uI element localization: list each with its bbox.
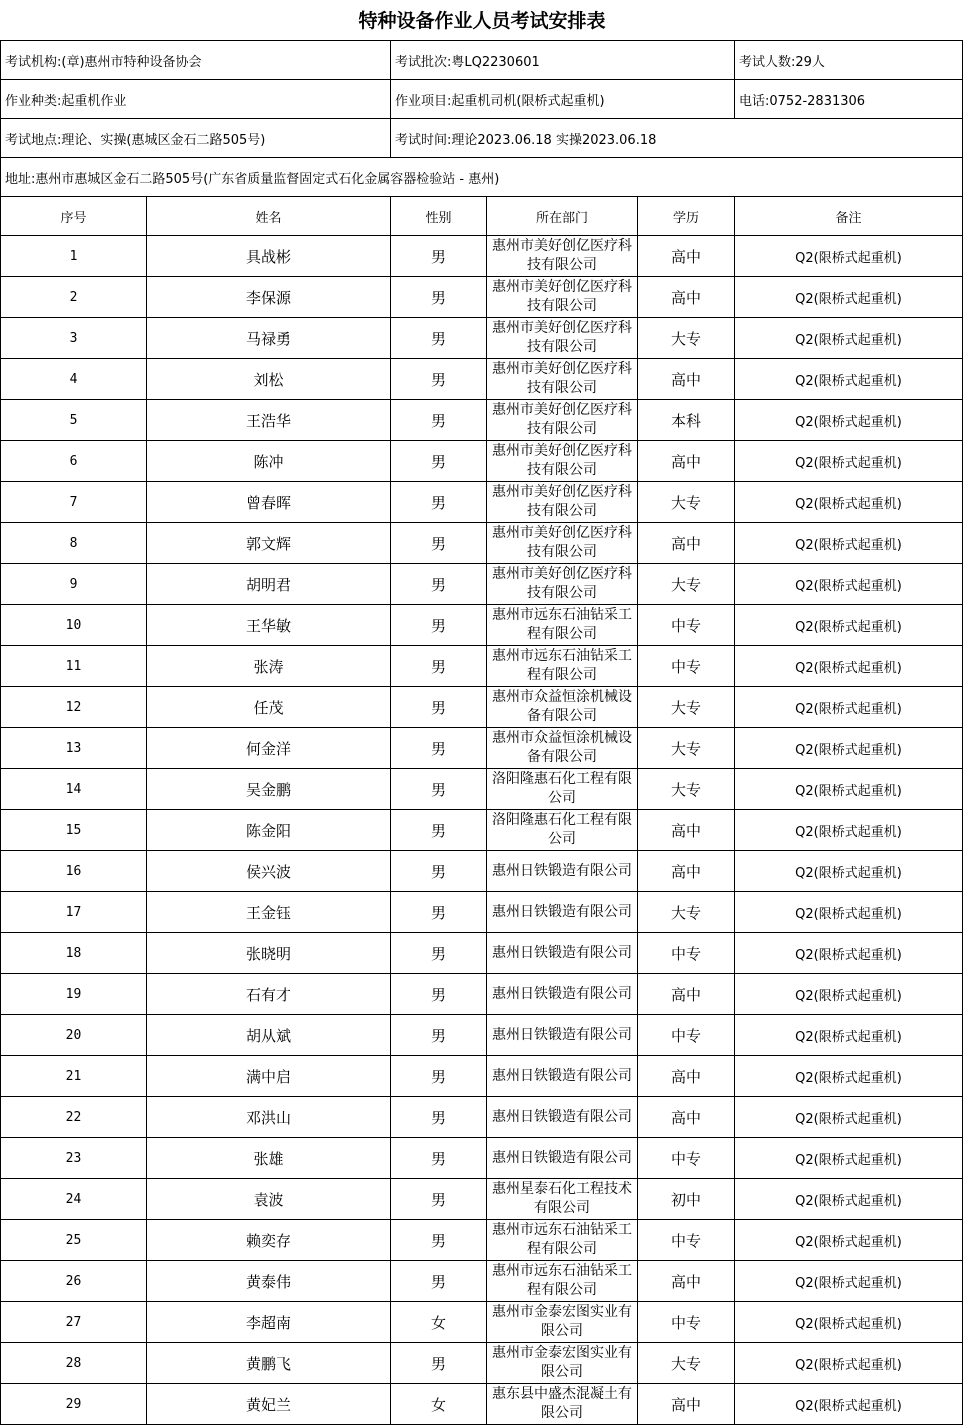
- cell-no: 14: [1, 769, 147, 810]
- cell-name: 李保源: [147, 277, 391, 318]
- cell-no: 10: [1, 605, 147, 646]
- table-row: [1, 1015, 963, 1056]
- cell-dept: 惠州市远东石油钻采工程有限公司: [487, 605, 638, 646]
- cell-dept: 惠州市美好创亿医疗科技有限公司: [487, 482, 638, 523]
- cell-name: 胡明君: [147, 564, 391, 605]
- cell-gender: 男: [391, 1056, 487, 1097]
- cell-dept: 惠州市美好创亿医疗科技有限公司: [487, 236, 638, 277]
- cell-name: 郭文辉: [147, 523, 391, 564]
- cell-no: 26: [1, 1261, 147, 1302]
- cell-edu: 高中: [638, 1097, 735, 1138]
- exam-institution: 考试机构:(章)惠州市特种设备协会: [1, 41, 391, 80]
- info-row-3: [1, 119, 963, 158]
- cell-dept: 惠州市美好创亿医疗科技有限公司: [487, 318, 638, 359]
- cell-gender: 女: [391, 1384, 487, 1425]
- cell-gender: 男: [391, 277, 487, 318]
- header-dept: 所在部门: [487, 197, 638, 236]
- cell-note: Q2(限桥式起重机): [735, 728, 963, 769]
- cell-dept: 惠州市众益恒涂机械设备有限公司: [487, 728, 638, 769]
- cell-dept: 惠州日铁锻造有限公司: [487, 1056, 638, 1097]
- table-row: [1, 318, 963, 359]
- cell-name: 邓洪山: [147, 1097, 391, 1138]
- cell-no: 9: [1, 564, 147, 605]
- header-note: 备注: [735, 197, 963, 236]
- cell-no: 16: [1, 851, 147, 892]
- cell-edu: 高中: [638, 1261, 735, 1302]
- cell-dept: 洛阳隆惠石化工程有限公司: [487, 769, 638, 810]
- cell-no: 1: [1, 236, 147, 277]
- cell-gender: 男: [391, 851, 487, 892]
- cell-gender: 男: [391, 1179, 487, 1220]
- cell-name: 陈冲: [147, 441, 391, 482]
- cell-gender: 男: [391, 933, 487, 974]
- table-row: [1, 359, 963, 400]
- cell-note: Q2(限桥式起重机): [735, 687, 963, 728]
- cell-note: Q2(限桥式起重机): [735, 769, 963, 810]
- cell-note: Q2(限桥式起重机): [735, 1384, 963, 1425]
- cell-gender: 男: [391, 1343, 487, 1384]
- cell-edu: 高中: [638, 851, 735, 892]
- cell-dept: 惠州日铁锻造有限公司: [487, 1138, 638, 1179]
- cell-dept: 惠州市美好创亿医疗科技有限公司: [487, 400, 638, 441]
- cell-edu: 高中: [638, 236, 735, 277]
- cell-no: 18: [1, 933, 147, 974]
- cell-edu: 大专: [638, 769, 735, 810]
- cell-gender: 男: [391, 236, 487, 277]
- contact-phone: 电话:0752-2831306: [735, 80, 963, 119]
- cell-name: 曾春晖: [147, 482, 391, 523]
- cell-dept: 惠州市美好创亿医疗科技有限公司: [487, 359, 638, 400]
- cell-edu: 高中: [638, 1056, 735, 1097]
- table-row: [1, 1302, 963, 1343]
- cell-edu: 高中: [638, 277, 735, 318]
- cell-gender: 男: [391, 523, 487, 564]
- cell-note: Q2(限桥式起重机): [735, 1343, 963, 1384]
- cell-edu: 高中: [638, 523, 735, 564]
- cell-gender: 男: [391, 892, 487, 933]
- cell-name: 吴金鹏: [147, 769, 391, 810]
- cell-note: Q2(限桥式起重机): [735, 441, 963, 482]
- table-row: [1, 892, 963, 933]
- table-row: [1, 523, 963, 564]
- cell-gender: 男: [391, 728, 487, 769]
- table-row: [1, 1097, 963, 1138]
- cell-no: 21: [1, 1056, 147, 1097]
- table-row: [1, 1261, 963, 1302]
- cell-name: 张晓明: [147, 933, 391, 974]
- cell-note: Q2(限桥式起重机): [735, 1138, 963, 1179]
- cell-gender: 男: [391, 564, 487, 605]
- table-header-row: [1, 197, 963, 236]
- table-row: [1, 687, 963, 728]
- cell-no: 13: [1, 728, 147, 769]
- cell-edu: 高中: [638, 359, 735, 400]
- cell-name: 具战彬: [147, 236, 391, 277]
- cell-edu: 大专: [638, 687, 735, 728]
- cell-no: 15: [1, 810, 147, 851]
- info-row-4: [1, 158, 963, 197]
- cell-no: 12: [1, 687, 147, 728]
- cell-gender: 男: [391, 1261, 487, 1302]
- cell-no: 28: [1, 1343, 147, 1384]
- cell-no: 2: [1, 277, 147, 318]
- cell-gender: 男: [391, 400, 487, 441]
- cell-name: 满中启: [147, 1056, 391, 1097]
- cell-gender: 男: [391, 1015, 487, 1056]
- cell-note: Q2(限桥式起重机): [735, 933, 963, 974]
- cell-note: Q2(限桥式起重机): [735, 605, 963, 646]
- cell-dept: 惠州市众益恒涂机械设备有限公司: [487, 687, 638, 728]
- cell-dept: 惠州市远东石油钻采工程有限公司: [487, 1220, 638, 1261]
- info-row-1: [1, 41, 963, 80]
- cell-gender: 男: [391, 810, 487, 851]
- cell-edu: 高中: [638, 810, 735, 851]
- table-row: [1, 646, 963, 687]
- cell-note: Q2(限桥式起重机): [735, 646, 963, 687]
- cell-note: Q2(限桥式起重机): [735, 318, 963, 359]
- table-row: [1, 974, 963, 1015]
- cell-dept: 惠州市金泰宏图实业有限公司: [487, 1302, 638, 1343]
- exam-address: 地址:惠州市惠城区金石二路505号(广东省质量监督固定式石化金属容器检验站 - 惠州): [1, 158, 963, 197]
- table-row: [1, 1343, 963, 1384]
- cell-dept: 惠州日铁锻造有限公司: [487, 1015, 638, 1056]
- cell-no: 5: [1, 400, 147, 441]
- cell-name: 黄泰伟: [147, 1261, 391, 1302]
- cell-no: 20: [1, 1015, 147, 1056]
- table-row: [1, 933, 963, 974]
- cell-edu: 中专: [638, 646, 735, 687]
- header-gender: 性别: [391, 197, 487, 236]
- cell-note: Q2(限桥式起重机): [735, 1220, 963, 1261]
- cell-name: 石有才: [147, 974, 391, 1015]
- cell-note: Q2(限桥式起重机): [735, 1302, 963, 1343]
- cell-note: Q2(限桥式起重机): [735, 564, 963, 605]
- cell-note: Q2(限桥式起重机): [735, 236, 963, 277]
- cell-name: 刘松: [147, 359, 391, 400]
- cell-edu: 中专: [638, 1138, 735, 1179]
- cell-name: 张雄: [147, 1138, 391, 1179]
- cell-no: 11: [1, 646, 147, 687]
- exam-batch: 考试批次:粤LQ2230601: [391, 41, 735, 80]
- cell-no: 7: [1, 482, 147, 523]
- table-row: [1, 1179, 963, 1220]
- cell-note: Q2(限桥式起重机): [735, 1097, 963, 1138]
- cell-name: 黄妃兰: [147, 1384, 391, 1425]
- cell-dept: 惠州日铁锻造有限公司: [487, 892, 638, 933]
- cell-name: 陈金阳: [147, 810, 391, 851]
- cell-gender: 男: [391, 687, 487, 728]
- cell-name: 袁波: [147, 1179, 391, 1220]
- cell-edu: 高中: [638, 1384, 735, 1425]
- cell-dept: 洛阳隆惠石化工程有限公司: [487, 810, 638, 851]
- cell-note: Q2(限桥式起重机): [735, 359, 963, 400]
- page-title: 特种设备作业人员考试安排表: [358, 10, 606, 32]
- cell-note: Q2(限桥式起重机): [735, 1261, 963, 1302]
- cell-note: Q2(限桥式起重机): [735, 892, 963, 933]
- cell-no: 24: [1, 1179, 147, 1220]
- cell-no: 27: [1, 1302, 147, 1343]
- cell-gender: 男: [391, 1138, 487, 1179]
- table-row: [1, 564, 963, 605]
- cell-note: Q2(限桥式起重机): [735, 1015, 963, 1056]
- cell-no: 6: [1, 441, 147, 482]
- cell-no: 3: [1, 318, 147, 359]
- cell-edu: 大专: [638, 318, 735, 359]
- cell-dept: 惠州日铁锻造有限公司: [487, 933, 638, 974]
- cell-edu: 大专: [638, 728, 735, 769]
- cell-no: 17: [1, 892, 147, 933]
- cell-gender: 男: [391, 441, 487, 482]
- cell-edu: 中专: [638, 1220, 735, 1261]
- cell-note: Q2(限桥式起重机): [735, 851, 963, 892]
- cell-name: 胡从斌: [147, 1015, 391, 1056]
- cell-name: 王浩华: [147, 400, 391, 441]
- cell-name: 李超南: [147, 1302, 391, 1343]
- cell-note: Q2(限桥式起重机): [735, 810, 963, 851]
- cell-dept: 惠州市美好创亿医疗科技有限公司: [487, 277, 638, 318]
- cell-dept: 惠州市金泰宏图实业有限公司: [487, 1343, 638, 1384]
- exam-location: 考试地点:理论、实操(惠城区金石二路505号): [1, 119, 391, 158]
- cell-dept: 惠州市美好创亿医疗科技有限公司: [487, 441, 638, 482]
- cell-edu: 高中: [638, 441, 735, 482]
- cell-no: 4: [1, 359, 147, 400]
- cell-gender: 女: [391, 1302, 487, 1343]
- cell-dept: 惠州市远东石油钻采工程有限公司: [487, 646, 638, 687]
- cell-dept: 惠州日铁锻造有限公司: [487, 851, 638, 892]
- cell-name: 黄鹏飞: [147, 1343, 391, 1384]
- cell-edu: 中专: [638, 605, 735, 646]
- cell-name: 赖奕存: [147, 1220, 391, 1261]
- cell-no: 25: [1, 1220, 147, 1261]
- cell-no: 8: [1, 523, 147, 564]
- header-edu: 学历: [638, 197, 735, 236]
- table-row: [1, 1220, 963, 1261]
- cell-name: 马禄勇: [147, 318, 391, 359]
- cell-note: Q2(限桥式起重机): [735, 277, 963, 318]
- table-row: [1, 441, 963, 482]
- cell-edu: 大专: [638, 564, 735, 605]
- cell-edu: 中专: [638, 933, 735, 974]
- table-row: [1, 769, 963, 810]
- cell-note: Q2(限桥式起重机): [735, 1179, 963, 1220]
- cell-gender: 男: [391, 1097, 487, 1138]
- table-row: [1, 482, 963, 523]
- cell-gender: 男: [391, 359, 487, 400]
- work-project: 作业项目:起重机司机(限桥式起重机): [391, 80, 735, 119]
- cell-gender: 男: [391, 1220, 487, 1261]
- cell-gender: 男: [391, 605, 487, 646]
- table-row: [1, 277, 963, 318]
- cell-note: Q2(限桥式起重机): [735, 400, 963, 441]
- cell-note: Q2(限桥式起重机): [735, 974, 963, 1015]
- cell-dept: 惠州日铁锻造有限公司: [487, 974, 638, 1015]
- cell-name: 何金洋: [147, 728, 391, 769]
- cell-dept: 惠州市美好创亿医疗科技有限公司: [487, 523, 638, 564]
- cell-gender: 男: [391, 974, 487, 1015]
- cell-edu: 中专: [638, 1302, 735, 1343]
- cell-name: 张涛: [147, 646, 391, 687]
- exam-schedule-table: [0, 40, 963, 1425]
- cell-gender: 男: [391, 482, 487, 523]
- cell-edu: 本科: [638, 400, 735, 441]
- table-row: [1, 810, 963, 851]
- cell-dept: 惠州日铁锻造有限公司: [487, 1097, 638, 1138]
- work-category: 作业种类:起重机作业: [1, 80, 391, 119]
- header-no: 序号: [1, 197, 147, 236]
- cell-note: Q2(限桥式起重机): [735, 482, 963, 523]
- cell-no: 23: [1, 1138, 147, 1179]
- cell-edu: 大专: [638, 892, 735, 933]
- cell-edu: 高中: [638, 974, 735, 1015]
- cell-dept: 惠州星泰石化工程技术有限公司: [487, 1179, 638, 1220]
- cell-edu: 大专: [638, 1343, 735, 1384]
- cell-gender: 男: [391, 769, 487, 810]
- cell-dept: 惠州市美好创亿医疗科技有限公司: [487, 564, 638, 605]
- exam-time: 考试时间:理论2023.06.18 实操2023.06.18: [391, 119, 963, 158]
- header-name: 姓名: [147, 197, 391, 236]
- cell-edu: 初中: [638, 1179, 735, 1220]
- cell-no: 22: [1, 1097, 147, 1138]
- cell-note: Q2(限桥式起重机): [735, 1056, 963, 1097]
- cell-dept: 惠东县中盛杰混凝土有限公司: [487, 1384, 638, 1425]
- table-row: [1, 236, 963, 277]
- cell-dept: 惠州市远东石油钻采工程有限公司: [487, 1261, 638, 1302]
- table-row: [1, 400, 963, 441]
- info-row-2: [1, 80, 963, 119]
- cell-note: Q2(限桥式起重机): [735, 523, 963, 564]
- table-row: [1, 851, 963, 892]
- exam-count: 考试人数:29人: [735, 41, 963, 80]
- cell-edu: 大专: [638, 482, 735, 523]
- cell-gender: 男: [391, 646, 487, 687]
- cell-name: 王华敏: [147, 605, 391, 646]
- table-row: [1, 605, 963, 646]
- cell-name: 侯兴波: [147, 851, 391, 892]
- cell-no: 29: [1, 1384, 147, 1425]
- table-row: [1, 728, 963, 769]
- cell-gender: 男: [391, 318, 487, 359]
- cell-edu: 中专: [638, 1015, 735, 1056]
- cell-no: 19: [1, 974, 147, 1015]
- table-row: [1, 1384, 963, 1425]
- table-row: [1, 1138, 963, 1179]
- table-row: [1, 1056, 963, 1097]
- cell-name: 王金钰: [147, 892, 391, 933]
- cell-name: 任茂: [147, 687, 391, 728]
